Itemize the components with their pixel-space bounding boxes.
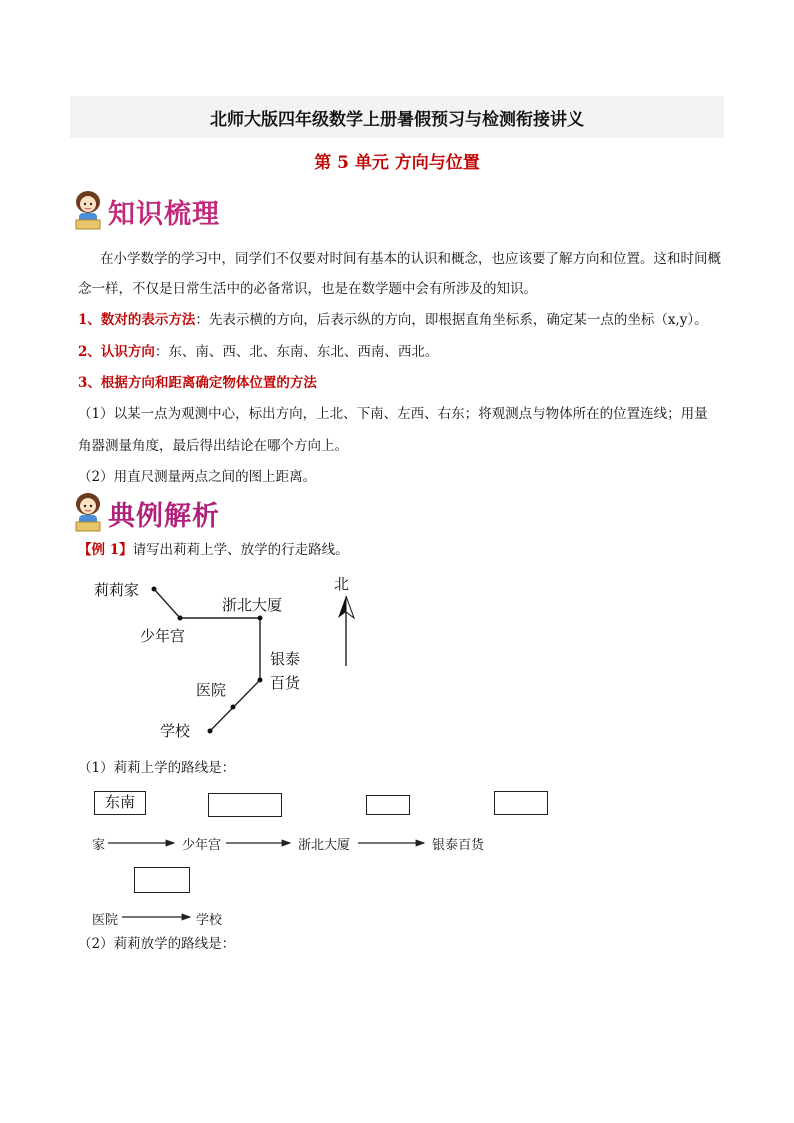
section-heading-examples bbox=[72, 490, 220, 536]
question-2: （2）莉莉放学的路线是： bbox=[78, 936, 236, 952]
point-2-label: 2、认识方向 bbox=[78, 344, 155, 360]
section-heading-knowledge bbox=[72, 188, 220, 234]
point-3-label: 3、根据方向和距离确定物体位置的方法 bbox=[78, 375, 317, 391]
route-node-home: 家 bbox=[92, 838, 106, 853]
north-arrow-icon bbox=[338, 596, 354, 666]
point-1-label: 1、数对的表示方法 bbox=[78, 312, 196, 328]
example-text: 请写出莉莉上学、放学的行走路线。 bbox=[132, 542, 349, 558]
route-map bbox=[80, 566, 380, 750]
node-hospital bbox=[231, 705, 236, 710]
route-node-youth-palace: 少年宫 bbox=[182, 838, 222, 853]
point-2 bbox=[78, 341, 438, 363]
label-home: 莉莉家 bbox=[94, 581, 140, 599]
section-heading-text: 典例解析 bbox=[108, 500, 220, 532]
section-heading-text: 知识梳理 bbox=[108, 198, 220, 230]
node-yintai bbox=[258, 678, 263, 683]
answer-box-1: 东南 bbox=[94, 791, 146, 815]
road-home-youth bbox=[154, 589, 180, 618]
route-diagram bbox=[86, 783, 562, 928]
point-3-sub2: （2）用直尺测量两点之间的图上距离。 bbox=[78, 469, 317, 485]
example-1 bbox=[78, 539, 349, 561]
point-3-sub1-line2: 角器测量角度，最后得出结论在哪个方向上。 bbox=[78, 438, 348, 454]
point-2-text: ：东、南、西、北、东南、东北、西南、西北。 bbox=[154, 344, 439, 360]
example-tag: 【例 1】 bbox=[78, 542, 133, 558]
north-label: 北 bbox=[334, 575, 350, 593]
question-1: （1）莉莉上学的路线是： bbox=[78, 760, 236, 776]
node-youth bbox=[178, 616, 183, 621]
route-arrows bbox=[86, 783, 562, 925]
route-node-zhebei: 浙北大厦 bbox=[298, 838, 351, 853]
node-home bbox=[152, 587, 157, 592]
route-node-school: 学校 bbox=[196, 913, 223, 928]
route-node-yintai: 银泰百货 bbox=[432, 838, 485, 853]
point-1 bbox=[78, 309, 708, 331]
label-school: 学校 bbox=[160, 722, 191, 740]
node-zhebei bbox=[258, 616, 263, 621]
node-school bbox=[208, 729, 213, 734]
girl-mascot-icon bbox=[72, 492, 104, 534]
label-youth-palace: 少年宫 bbox=[140, 627, 186, 645]
girl-mascot-icon bbox=[72, 190, 104, 232]
unit-title: 第 5 单元 方向与位置 bbox=[314, 153, 480, 173]
route-node-hospital: 医院 bbox=[92, 913, 119, 928]
point-3-sub1-line1: （1）以某一点为观测中心，标出方向，上北、下南、左西、右东；将观测点与物体所在的位置连线；用量 bbox=[78, 406, 708, 422]
label-yintai-2: 百货 bbox=[270, 674, 301, 692]
label-yintai-1: 银泰 bbox=[270, 650, 301, 668]
label-zhebei: 浙北大厦 bbox=[222, 596, 283, 614]
label-hospital: 医院 bbox=[196, 681, 227, 699]
point-1-text: ：先表示横的方向，后表示纵的方向，即根据直角坐标系，确定某一点的坐标（x,y）。 bbox=[195, 312, 708, 328]
document-title: 北师大版四年级数学上册暑假预习与检测衔接讲义 bbox=[210, 110, 584, 130]
intro-paragraph: 在小学数学的学习中，同学们不仅要对时间有基本的认识和概念，也应该要了解方向和位置。这和时间概念一样，不仅是日常生活中的必备常识，也是在数学题中会有所涉及的知识。 bbox=[78, 251, 721, 297]
